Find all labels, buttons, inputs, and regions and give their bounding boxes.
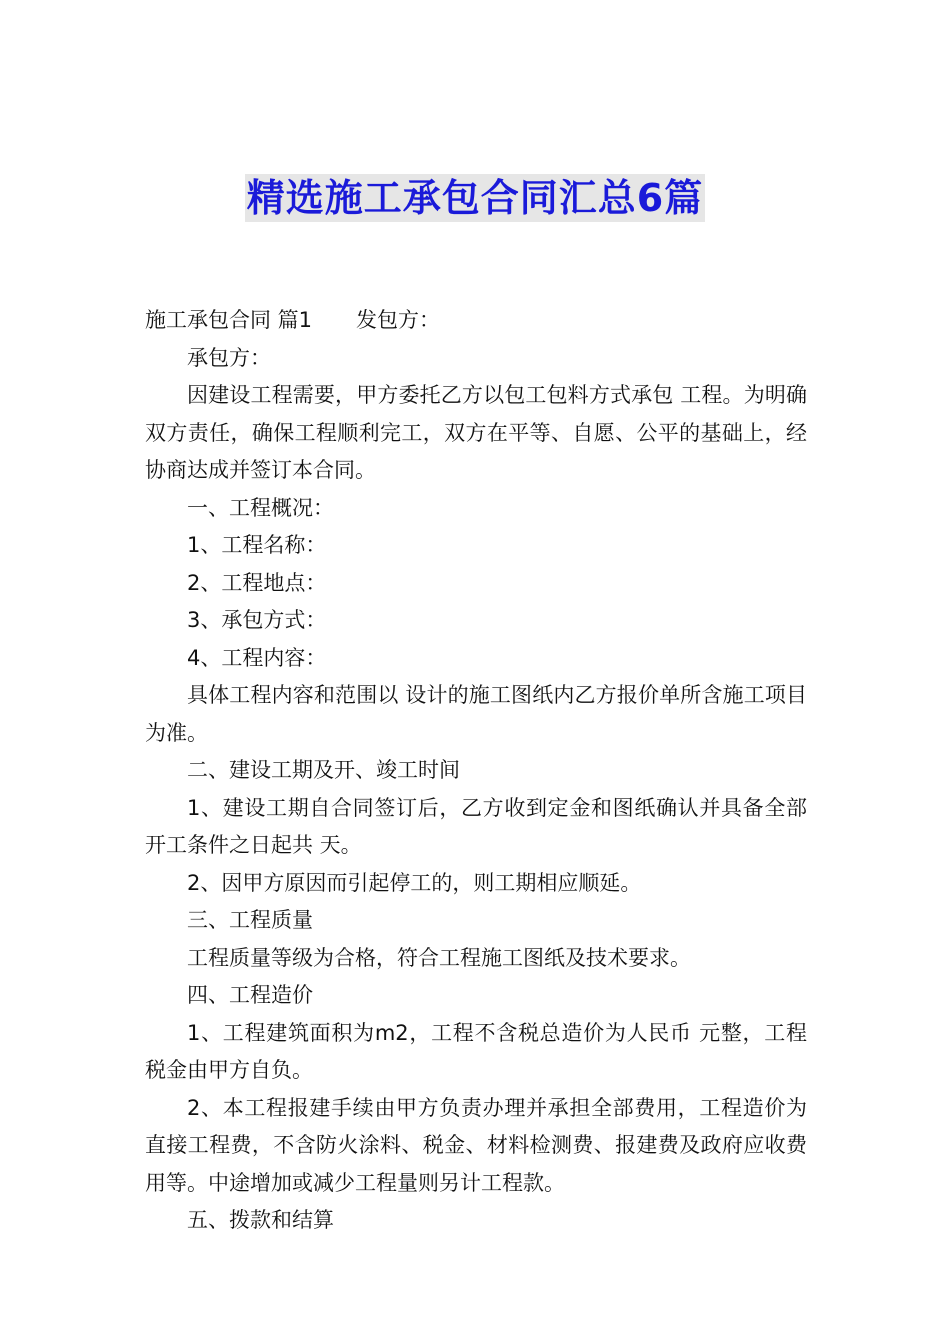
paragraph-schedule-2: 2、因甲方原因而引起停工的，则工期相应顺延。 xyxy=(187,870,642,895)
paragraph-quality: 工程质量等级为合格，符合工程施工图纸及技术要求。 xyxy=(187,945,691,970)
section-heading-cost: 四、工程造价 xyxy=(187,983,313,1007)
paragraph-schedule-1: 1、建设工期自合同签订后，乙方收到定金和图纸确认并具备全部开工条件之日起共 天。 xyxy=(145,795,807,857)
paragraph-intro: 因建设工程需要，甲方委托乙方以包工包料方式承包 工程。为明确双方责任，确保工程顺利完工，双方在平等、自愿、公平的基础上，经协商达成并签订本合同。 xyxy=(145,383,807,482)
document-title: 精选施工承包合同汇总6篇 xyxy=(246,176,704,220)
document-body xyxy=(145,302,807,1240)
item-project-location: 2、工程地点： xyxy=(187,570,327,595)
paragraph-cost-1: 1、工程建筑面积为m2，工程不含税总造价为人民币 元整，工程税金由甲方自负。 xyxy=(145,1020,807,1082)
section-heading-payment: 五、拨款和结算 xyxy=(187,1208,334,1232)
section-heading-schedule: 二、建设工期及开、竣工时间 xyxy=(187,758,460,782)
contract-heading: 施工承包合同 篇1 xyxy=(145,308,313,332)
item-project-name: 1、工程名称： xyxy=(187,533,327,557)
paragraph-cost-2: 2、本工程报建手续由甲方负责办理并承担全部费用，工程造价为直接工程费，不含防火涂料、税金、材料检测费、报建费及政府应收费用等。中途增加或减少工程量则另计工程款。 xyxy=(145,1095,807,1195)
section-heading-quality: 三、工程质量 xyxy=(187,908,313,932)
item-project-content: 4、工程内容： xyxy=(187,645,327,670)
paragraph-scope: 具体工程内容和范围以 设计的施工图纸内乙方报价单所含施工项目为准。 xyxy=(145,683,807,745)
section-heading-overview: 一、工程概况： xyxy=(187,495,334,520)
first-line xyxy=(145,302,807,340)
title-container xyxy=(0,174,950,222)
item-contract-method: 3、承包方式： xyxy=(187,608,327,632)
party-a-label: 发包方： xyxy=(356,308,441,332)
party-b-label: 承包方： xyxy=(187,345,271,370)
